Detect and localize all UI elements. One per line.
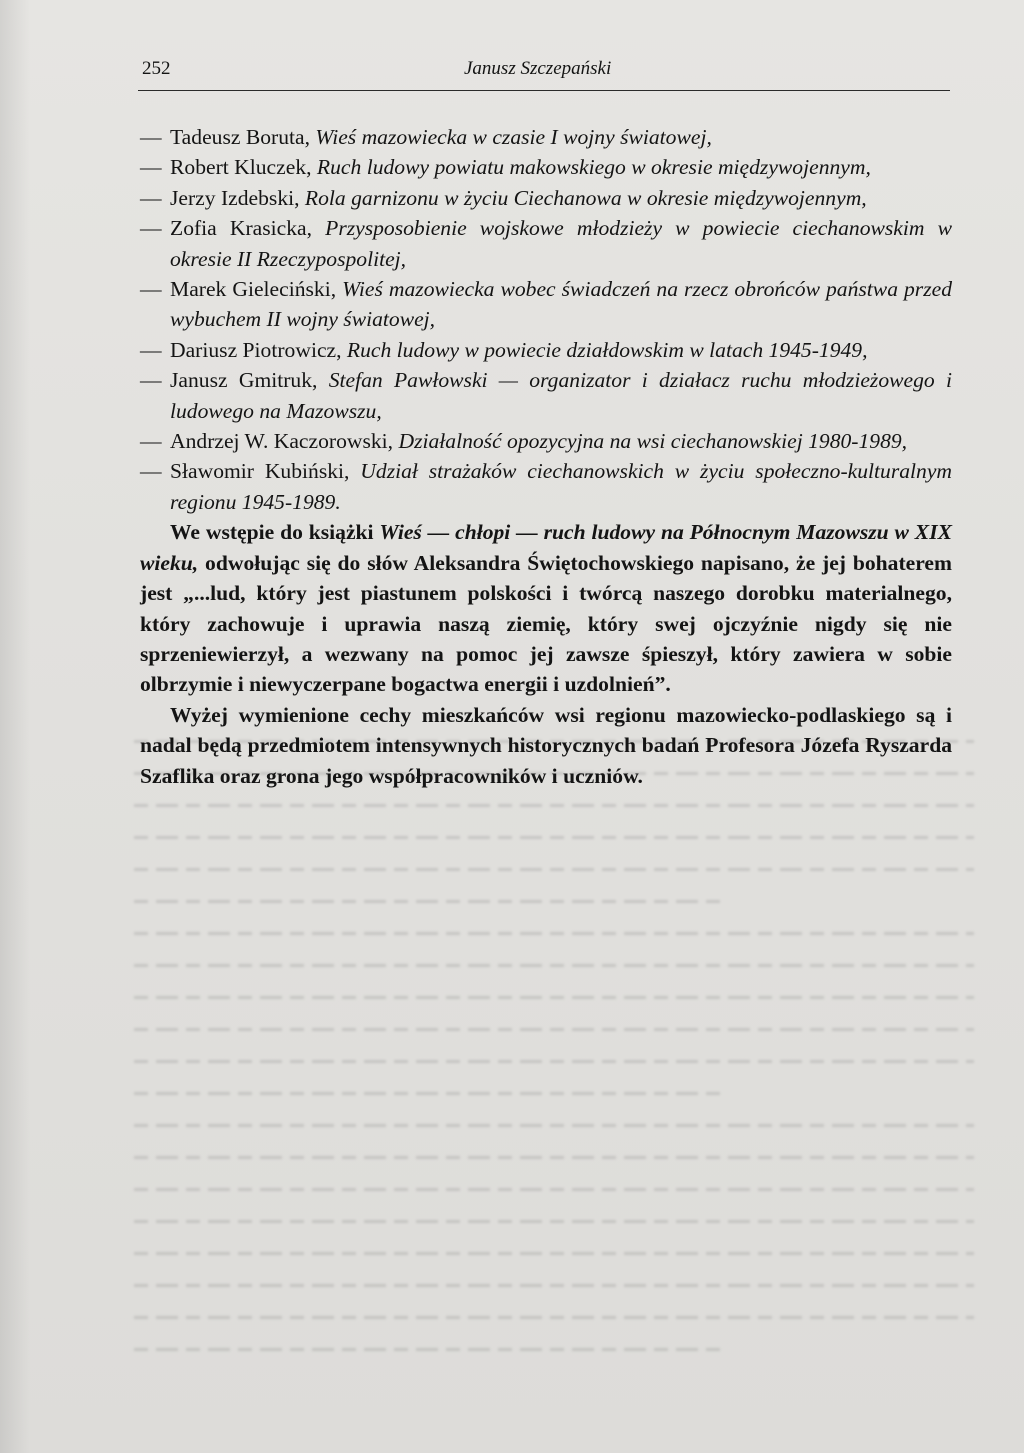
body-text [140, 122, 952, 791]
entry-author: Jerzy Izdebski, [170, 185, 305, 210]
entry-title: Wieś mazowiecka wobec świadczeń na rzecz obrońców państwa przed wybuchem II wojny światowej, [170, 277, 952, 332]
entry-author: Marek Gieleciński, [170, 277, 343, 302]
page-edge-shadow [0, 0, 30, 1453]
running-header [138, 58, 950, 91]
list-item: — Dariusz Piotrowicz, Ruch ludowy w powiecie działdowskim w latach 1945-1949, [140, 337, 868, 362]
list-item: — Janusz Gmitruk, Stefan Pawłowski — organizator i działacz ruchu młodzieżowego i ludowego na Mazowszu, [140, 368, 952, 423]
paragraph-intro: We wstępie do książki Wieś — chłopi — ruch ludowy na Północnym Mazowszu w XIX wieku, odwołując się do słów Aleksandra Świętochowskiego napisano, że jej bohaterem jest „...lud, który jest piastunem polskości i twórcą naszego dorobku materialnego, który zachowuje i uprawia naszą ziemię, który swej ojczyźnie nigdy się nie sprzeniewierzył, a wezwany na pomoc jej zawsze śpieszył, który zawiera w sobie olbrzymie i niewyczerpane bogactwa energii i uzdolnień”. [140, 520, 952, 697]
entry-title: Udział strażaków ciechanowskich w życiu społeczno-kulturalnym regionu 1945-1989. [170, 459, 952, 514]
entry-author: Janusz Gmitruk, [170, 368, 329, 393]
entry-author: Sławomir Kubiński, [170, 459, 361, 484]
list-item: — Andrzej W. Kaczorowski, Działalność opozycyjna na wsi ciechanowskiej 1980-1989, [140, 429, 908, 454]
list-item: — Robert Kluczek, Ruch ludowy powiatu makowskiego w okresie międzywojennym, [140, 155, 871, 180]
contributions-list [140, 122, 952, 517]
entry-author: Tadeusz Boruta, [170, 125, 316, 149]
entry-title: Rola garnizonu w życiu Ciechanowa w okresie międzywojennym, [304, 185, 867, 210]
list-item: — Tadeusz Boruta, Wieś mazowiecka w czasie I wojny światowej, [140, 125, 712, 149]
paragraph-closing: Wyżej wymienione cechy mieszkańców wsi regionu mazowiecko-podlaskiego są i nadal będą przedmiotem intensywnych historycznych badań Profesora Józefa Ryszarda Szaflika oraz grona jego współpracowników i uczniów. [140, 702, 952, 788]
running-header-author: Janusz Szczepański [464, 58, 612, 79]
list-item: — Zofia Krasicka, Przysposobienie wojskowe młodzieży w powiecie ciechanowskim w okresie II Rzeczypospolitej, [140, 216, 952, 271]
list-item: — Jerzy Izdebski, Rola garnizonu w życiu Ciechanowa w okresie międzywojennym, [140, 185, 867, 210]
entry-author: Zofia Krasicka, [170, 216, 326, 241]
entry-author: Dariusz Piotrowicz, [170, 337, 347, 362]
show-through-text [134, 740, 974, 1440]
list-item: — Sławomir Kubiński, Udział strażaków ciechanowskich w życiu społeczno-kulturalnym regionu 1945-1989. [140, 459, 952, 514]
entry-title: Stefan Pawłowski — organizator i działacz ruchu młodzieżowego i ludowego na Mazowszu, [170, 368, 952, 423]
entry-title: Działalność opozycyjna na wsi ciechanowskiej 1980-1989, [398, 429, 908, 454]
entry-title: Przysposobienie wojskowe młodzieży w powiecie ciechanowskim w okresie II Rzeczypospolitej, [170, 216, 952, 271]
entry-author: Andrzej W. Kaczorowski, [170, 429, 399, 454]
book-title: Wieś — chłopi — ruch ludowy na Północnym Mazowszu w XIX wieku, [140, 520, 952, 575]
list-item: — Marek Gieleciński, Wieś mazowiecka wobec świadczeń na rzecz obrońców państwa przed wybuchem II wojny światowej, [140, 277, 952, 332]
page-number: 252 [142, 58, 171, 79]
entry-title: Wieś mazowiecka w czasie I wojny światowej, [315, 125, 712, 149]
entry-title: Ruch ludowy w powiecie działdowskim w latach 1945-1949, [346, 337, 868, 362]
entry-author: Robert Kluczek, [170, 155, 317, 180]
entry-title: Ruch ludowy powiatu makowskiego w okresie międzywojennym, [316, 155, 871, 180]
